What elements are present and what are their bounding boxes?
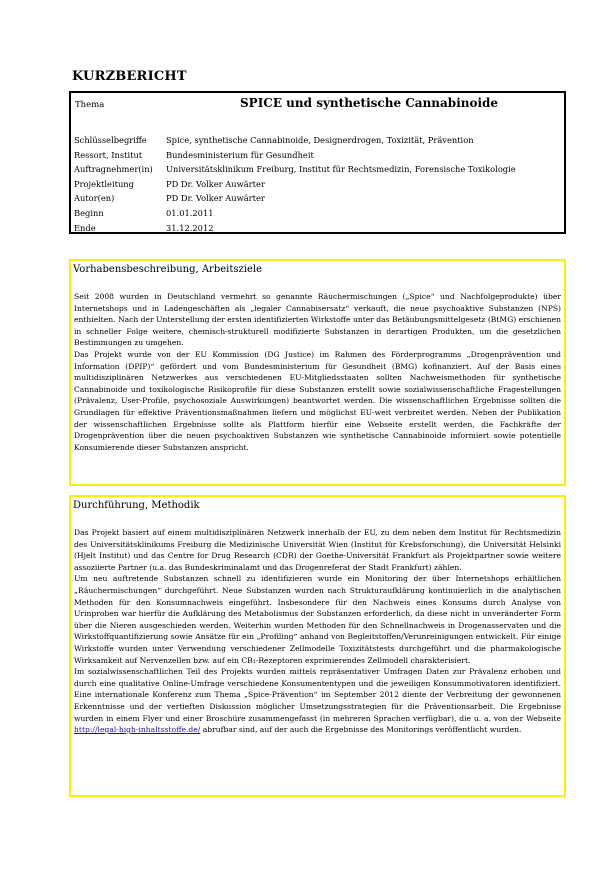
meta-label: Autor(en): [74, 193, 115, 204]
report-title: KURZBERICHT: [72, 69, 187, 84]
paragraph-text-end: abrufbar sind, auf der auch die Ergebnisse des Monitorings veröffentlicht wurden.: [200, 725, 522, 735]
website-link[interactable]: http://legal-high-inhaltsstoffe.de/: [74, 725, 201, 735]
meta-value: PD Dr. Volker Auwärter: [166, 178, 265, 189]
section-heading: Vorhabensbeschreibung, Arbeitsziele: [73, 264, 262, 275]
meta-label: Schlüsselbegriffe: [74, 135, 147, 145]
meta-value: PD Dr. Volker Auwärter: [166, 193, 265, 204]
paragraph: Um neu auftretende Substanzen schnell zu identifizieren wurde ein Monitoring der über Internetshops erhältlichen „Räuchermischungen“ durchgeführt. Neue Substanzen wurden nach Strukturaufklärung kontinuierlich in die analytischen Methoden für den Konsumnachweis eingeführt. Insbesondere für den Nachweis eines Konsums durch Analyse von Urinproben war hierfür die Aufklärung des Metabolismus der Substanzen erforderlich, da diese nicht in unveränderter Form über die Nieren ausgeschieden werden. Weiterhin wurden Methoden für den Schnellnachweis in Drogenasservaten und die Wirkstoffquantifizierung sowie Ansätze für ein „Profiling“ anhand von Begleitstoffen/Verunreinigungen entwickelt. Für einige Wirkstoffe wurden unter Verwendung verschiedener Zellmodelle Toxizitätstests durchgeführt und die pharmakologische Wirksamkeit auf Nervenzellen bzw. auf ein CB₁-Rezeptoren exprimierendes Zellmodell charakterisiert.: [74, 574, 561, 665]
meta-row-project-lead: [71, 177, 564, 192]
meta-value: Universitätsklinikum Freiburg, Institut für Rechtsmedizin, Forensische Toxikologie: [166, 164, 516, 175]
meta-row-end: [71, 221, 564, 236]
thema-value: SPICE und synthetische Cannabinoide: [240, 96, 499, 110]
meta-row-authors: [71, 191, 564, 206]
thema-label: Thema: [75, 100, 105, 110]
meta-row-keywords: [71, 133, 564, 148]
paragraph: Das Projekt wurde von der EU Kommission (DG Justice) im Rahmen des Förderprogramms „Drogenprävention und Information (DPIP)“ gefördert und vom Bundesministerium für Gesundheit (BMG) kofinanziert. Auf der Basis eines multidisziplinären Netzwerkes aus verschiedenen EU-Mitgliedsstaaten sollten Nachweismethoden für synthetische Cannabinoide und toxikologische Risikoprofile für diese Substanzen erstellt sowie sozialwissenschaftliche Fragestellungen (Prävalenz, User-Profile, psychosoziale Auswirkungen) beantwortet werden. Die wissenschaftlichen Ergebnisse sollten die Grundlagen für effektive Präventionsmaßnahmen liefern und möglichst EU-weit verbreitet werden. Neben der Publikation der wissenschaftlichen Ergebnisse sollte als Plattform hierfür eine Webseite erstellt werden, die Fachkräfte der Drogenprävention über die neuen psychoaktiven Substanzen wie synthetische Cannabinoide informiert sowie potentielle Konsumierende dieser Substanzen anspricht.: [74, 349, 561, 452]
section-vorhaben: [69, 259, 566, 486]
meta-value: Bundesministerium für Gesundheit: [166, 149, 314, 160]
paragraph-with-link: [74, 666, 561, 736]
section-heading: Durchführung, Methodik: [73, 500, 200, 511]
meta-label: Beginn: [74, 207, 104, 218]
meta-label: Auftragnehmer(in): [74, 164, 153, 175]
meta-value: 01.01.2011: [166, 207, 214, 218]
meta-row-start: [71, 206, 564, 221]
metadata-box: [69, 91, 566, 234]
meta-row-contractor: [71, 162, 564, 177]
meta-value: 31.12.2012: [166, 222, 214, 233]
paragraph: Seit 2008 wurden in Deutschland vermehrt so genannte Räuchermischungen („Spice“ und Nachfolgeprodukte) über Internetshops und in Ladengeschäften als „legaler Cannabisersatz“ verkauft, die neue psychoaktive Substanzen (NPS) enthielten. Nach der Unterstellung der ersten identifizierten Wirkstoffe unter das Betäubungsmittelgesetz (BtMG) erschienen in schneller Folge weitere, chemisch-strukturell modifizierte Substanzen in derartigen Produkten, um die gesetzlichen Bestimmungen zu umgehen.: [74, 292, 561, 348]
section-body: [71, 291, 564, 453]
section-body: [71, 527, 564, 736]
paragraph: Das Projekt basiert auf einem multidisziplinären Netzwerk innerhalb der EU, zu dem neben dem Institut für Rechtsmedizin des Universitätsklinikums Freiburg die Medizinische Universität Wien (Institut für Krebsforschung), die Universität Helsinki (Hjelt Institut) und das Centre for Drug Research (CDR) der Goethe-Universität Frankfurt als Projektpartner sowie weitere assoziierte Partner (u.a. das Bundeskriminalamt und das Drogenreferat der Stadt Frankfurt) zählen.: [74, 528, 561, 572]
section-durchfuehrung: [69, 495, 566, 797]
meta-label: Projektleitung: [74, 178, 134, 189]
meta-value: Spice, synthetische Cannabinoide, Designerdrogen, Toxizität, Prävention: [166, 135, 474, 145]
meta-label: Ressort, Institut: [74, 149, 143, 160]
meta-label: Ende: [74, 222, 96, 233]
paragraph-text: Im sozialwissenschaftlichen Teil des Projekts wurden mittels repräsentativer Umfragen Daten zur Prävalenz erhoben und durch eine qualitative Online-Umfrage verschiedene Konsumententypen und die jeweiligen Konsummotivatoren identifiziert. Eine internationale Konferenz zum Thema „Spice-Prävention“ im September 2012 diente der Verbreitung der gewonnenen Erkenntnisse und der vertieften Diskussion möglicher Umsetzungsstrategien für die Präventionsarbeit. Die Ergebnisse wurden in einem Flyer und einer Broschüre zusammengefasst (in mehreren Sprachen verfügbar), die u. a. von der Webseite: [74, 667, 561, 723]
metadata-rows: [71, 133, 564, 235]
meta-row-ressort: [71, 148, 564, 163]
